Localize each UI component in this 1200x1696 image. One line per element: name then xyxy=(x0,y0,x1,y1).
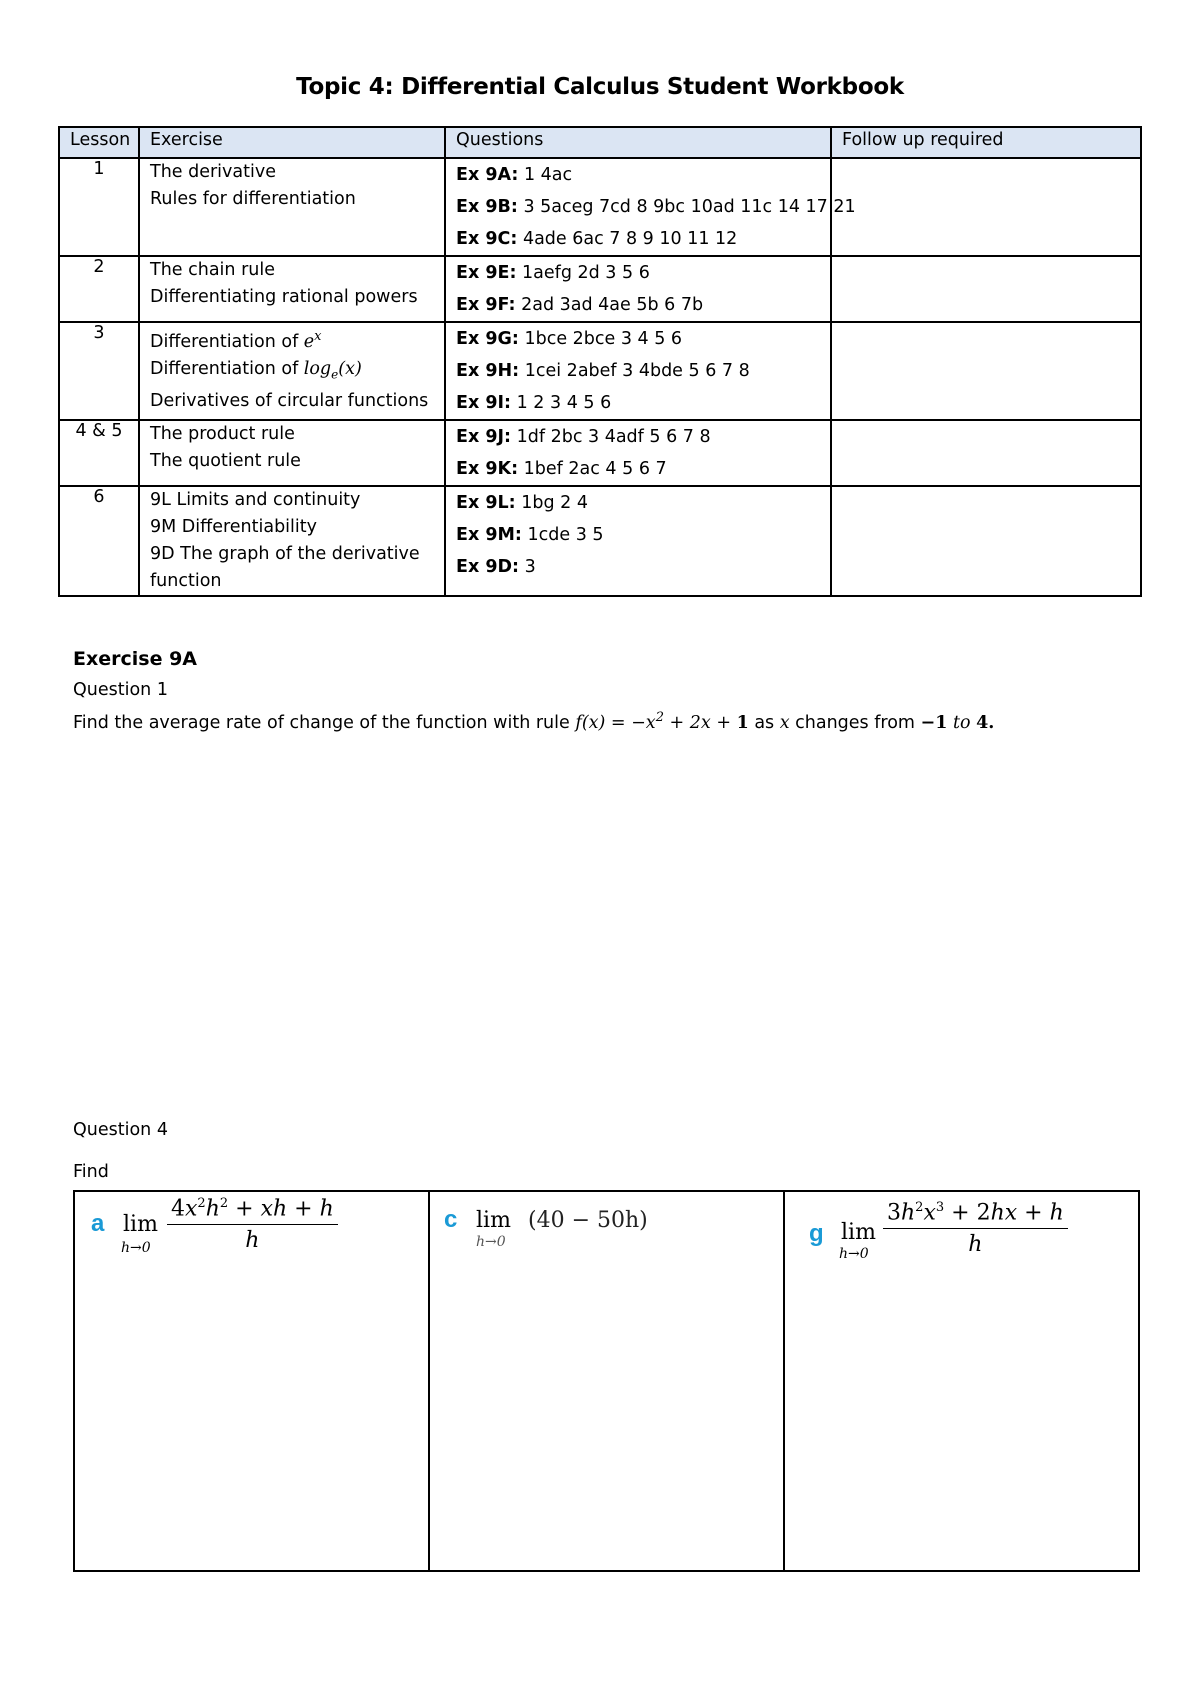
exercise-item: 9D The graph of the derivative xyxy=(150,544,420,564)
questions-cell xyxy=(445,158,856,256)
question-line: Ex 9I: 1 2 3 4 5 6 xyxy=(456,393,612,413)
answer-cell-c[interactable] xyxy=(430,1192,785,1570)
table-row xyxy=(59,486,1141,596)
exercise-item: The quotient rule xyxy=(150,451,301,471)
answer-cell-g[interactable] xyxy=(785,1192,1138,1570)
exercise-item: function xyxy=(150,571,222,591)
follow-up-cell[interactable] xyxy=(831,322,1141,420)
denominator: h xyxy=(245,1228,260,1254)
question-line: Ex 9C: 4ade 6ac 7 8 9 10 11 12 xyxy=(456,229,738,249)
question-line: Ex 9B: 3 5aceg 7cd 8 9bc 10ad 11c 14 17 21 xyxy=(456,197,856,217)
questions-cell xyxy=(445,420,831,486)
question-line: Ex 9J: 1df 2bc 3 4adf 5 6 7 8 xyxy=(456,427,711,447)
limit-expression: (40 − 50h) xyxy=(528,1208,648,1233)
limit-subscript: h→0 xyxy=(121,1240,151,1256)
table-row xyxy=(59,322,1141,420)
header-follow-up: Follow up required xyxy=(831,127,1141,158)
question-line: Ex 9D: 3 xyxy=(456,557,536,577)
question-line: Ex 9A: 1 4ac xyxy=(456,165,573,185)
questions-cell xyxy=(445,256,831,322)
question-4-label: Question 4 xyxy=(73,1120,168,1140)
exercise-item: Rules for differentiation xyxy=(150,189,356,209)
numerator: $3h^2x^3 + 2hx + h$ xyxy=(887,1200,1064,1226)
part-label: a xyxy=(91,1210,105,1237)
exercise-cell xyxy=(139,420,445,486)
exercise-item: 9L Limits and continuity xyxy=(150,490,361,510)
lesson-number: 6 xyxy=(59,486,139,596)
part-label: g xyxy=(809,1220,824,1247)
follow-up-cell[interactable] xyxy=(831,158,1141,256)
header-questions: Questions xyxy=(445,127,831,158)
follow-up-cell[interactable] xyxy=(831,256,1141,322)
table-row xyxy=(59,158,1141,256)
table-row xyxy=(59,420,1141,486)
exercise-cell xyxy=(139,322,445,420)
fraction-bar xyxy=(883,1228,1068,1229)
header-lesson: Lesson xyxy=(59,127,139,158)
table-row xyxy=(59,256,1141,322)
exercise-heading: Exercise 9A xyxy=(73,648,198,670)
question-line: Ex 9G: 1bce 2bce 3 4 5 6 xyxy=(456,329,683,349)
question-line: Ex 9M: 1cde 3 5 xyxy=(456,525,604,545)
answer-cell-a[interactable] xyxy=(75,1192,430,1570)
part-label: c xyxy=(444,1206,458,1233)
follow-up-cell[interactable] xyxy=(831,486,1141,596)
exercise-item: Differentiation of $e^x$ xyxy=(150,329,322,352)
exercise-cell xyxy=(139,256,445,322)
find-label: Find xyxy=(73,1162,109,1182)
fraction-bar xyxy=(167,1224,338,1225)
question-line: Ex 9K: 1bef 2ac 4 5 6 7 xyxy=(456,459,667,479)
questions-cell xyxy=(445,322,831,420)
question-line: Ex 9H: 1cei 2abef 3 4bde 5 6 7 8 xyxy=(456,361,750,381)
exercise-item: The derivative xyxy=(150,162,276,182)
page-title: Topic 4: Differential Calculus Student Workbook xyxy=(296,74,904,100)
fraction xyxy=(883,1200,1068,1257)
denominator: h xyxy=(968,1232,983,1258)
limit-subscript: h→0 xyxy=(839,1246,869,1262)
lesson-table xyxy=(58,126,1142,597)
exercise-cell xyxy=(139,486,445,596)
lesson-number: 4 & 5 xyxy=(59,420,139,486)
limit-subscript: h→0 xyxy=(476,1234,506,1250)
exercise-item: The chain rule xyxy=(150,260,275,280)
numerator: $4x^2h^2$ + xh + h xyxy=(171,1196,334,1222)
exercise-cell xyxy=(139,158,445,256)
exercise-item: 9M Differentiability xyxy=(150,517,317,537)
exercise-item: Derivatives of circular functions xyxy=(150,391,429,412)
question-line: Ex 9L: 1bg 2 4 xyxy=(456,493,588,513)
answer-grid xyxy=(73,1190,1140,1572)
lesson-number: 3 xyxy=(59,322,139,420)
questions-cell xyxy=(445,486,831,596)
limit-operator: lim xyxy=(841,1220,876,1245)
follow-up-cell[interactable] xyxy=(831,420,1141,486)
question-1-label: Question 1 xyxy=(73,680,168,700)
lesson-number: 1 xyxy=(59,158,139,256)
limit-operator: lim xyxy=(476,1208,511,1233)
question-line: Ex 9E: 1aefg 2d 3 5 6 xyxy=(456,263,650,283)
limit-operator: lim xyxy=(123,1212,158,1237)
exercise-item: The product rule xyxy=(150,424,295,444)
header-exercise: Exercise xyxy=(139,127,445,158)
lesson-number: 2 xyxy=(59,256,139,322)
question-line: Ex 9F: 2ad 3ad 4ae 5b 6 7b xyxy=(456,295,704,315)
exercise-item: Differentiation of $\log_e(x)$ xyxy=(150,358,362,382)
question-1-text: Find the average rate of change of the function with rule $f(x) = -x^2 + 2x + 1$ as x changes from −1 to 4. xyxy=(73,710,995,733)
table-header-row xyxy=(59,127,1141,158)
fraction xyxy=(167,1196,338,1253)
exercise-item: Differentiating rational powers xyxy=(150,287,418,307)
